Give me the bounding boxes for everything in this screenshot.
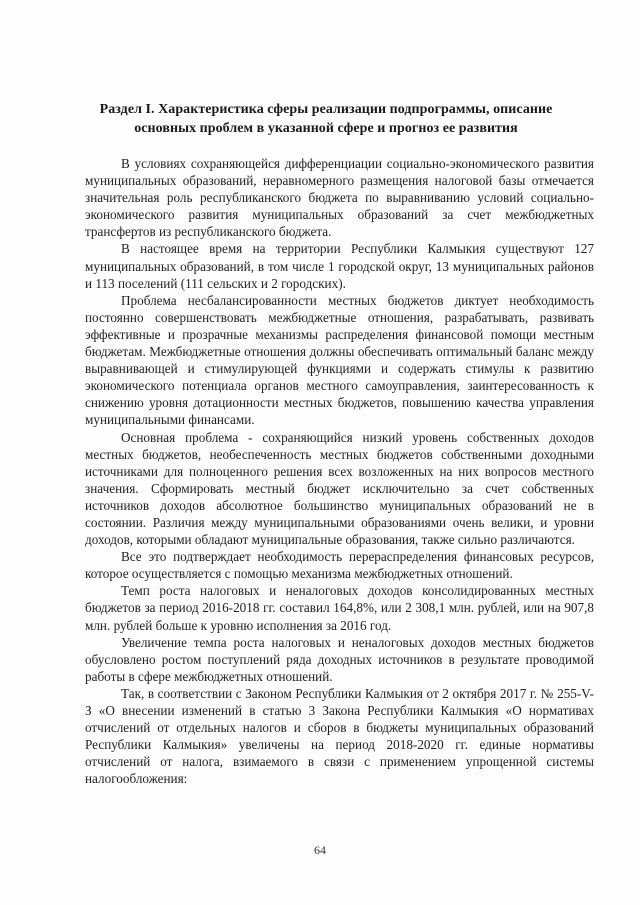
document-body [85, 155, 594, 787]
paragraph-1: В условиях сохраняющейся дифференциации социально-экономического развития муниципальных образований, неравномерного размещения налоговой базы отмечается значительная роль республиканского бюджета по выравниванию условий социально-экономического развития муниципальных образований за счет межбюджетных трансфертов из республиканского бюджета. [85, 156, 594, 240]
paragraph-6: Темп роста налоговых и неналоговых доходов консолидированных местных бюджетов за период 2016-2018 гг. составил 164,8%, или 2 308,1 млн. рублей, или на 907,8 млн. рублей больше к уровню исполнения за 2016 год. [85, 583, 594, 633]
section-heading-line-2: основных проблем в указанной сфере и прогноз ее развития [134, 121, 518, 136]
paragraph-2: В настоящее время на территории Республики Калмыкия существуют 127 муниципальных образований, в том числе 1 городской округ, 13 муниципальных районов и 113 поселений (111 сельских и 2 городских). [85, 241, 594, 291]
section-heading-line-1: Раздел I. Характеристика сферы реализации подпрограммы, описание [99, 102, 553, 117]
paragraph-4: Основная проблема - сохраняющийся низкий уровень собственных доходов местных бюджетов, необеспеченность местных бюджетов собственными доходными источниками для полноценного решения всех возложенных на них вопросов местного значения. Сформировать местный бюджет исключительно за счет собственных источников доходов абсолютное большинство муниципальных образований не в состоянии. Различия между муниципальными образованиями очень велики, и уровни доходов, которыми обладают муниципальные образования, также сильно различаются. [85, 429, 594, 548]
section-heading [78, 100, 574, 138]
paragraph-8: Так, в соответствии с Законом Республики Калмыкия от 2 октября 2017 г. № 255-V-З «О внесении изменений в статью 3 Закона Республики Калмыкия «О нормативах отчислений от отдельных налогов и сборов в бюджеты муниципальных образований Республики Калмыкия» увеличены на период 2018-2020 гг. единые нормативы отчислений от налога, взимаемого в связи с применением упрощенной системы налогообложения: [85, 685, 594, 787]
paragraph-3: Проблема несбалансированности местных бюджетов диктует необходимость постоянно совершенствовать межбюджетные отношения, разрабатывать, развивать эффективные и прозрачные механизмы распределения финансовой помощи местным бюджетам. Межбюджетные отношения должны обеспечивать оптимальный баланс между выравнивающей и стимулирующей функциями и содержать стимулы к развитию экономического потенциала органов местного самоуправления, заинтересованность к снижению уровня дотационности местных бюджетов, повышению качества управления муниципальными финансами. [85, 292, 594, 428]
page-number: 64 [314, 843, 326, 857]
paragraph-5: Все это подтверждает необходимость перераспределения финансовых ресурсов, которое осуществляется с помощью механизма межбюджетных отношений. [85, 549, 594, 582]
paragraph-7: Увеличение темпа роста налоговых и неналоговых доходов местных бюджетов обусловлено ростом поступлений ряда доходных источников в результате проводимой работы в сфере межбюджетных отношений. [85, 634, 594, 684]
